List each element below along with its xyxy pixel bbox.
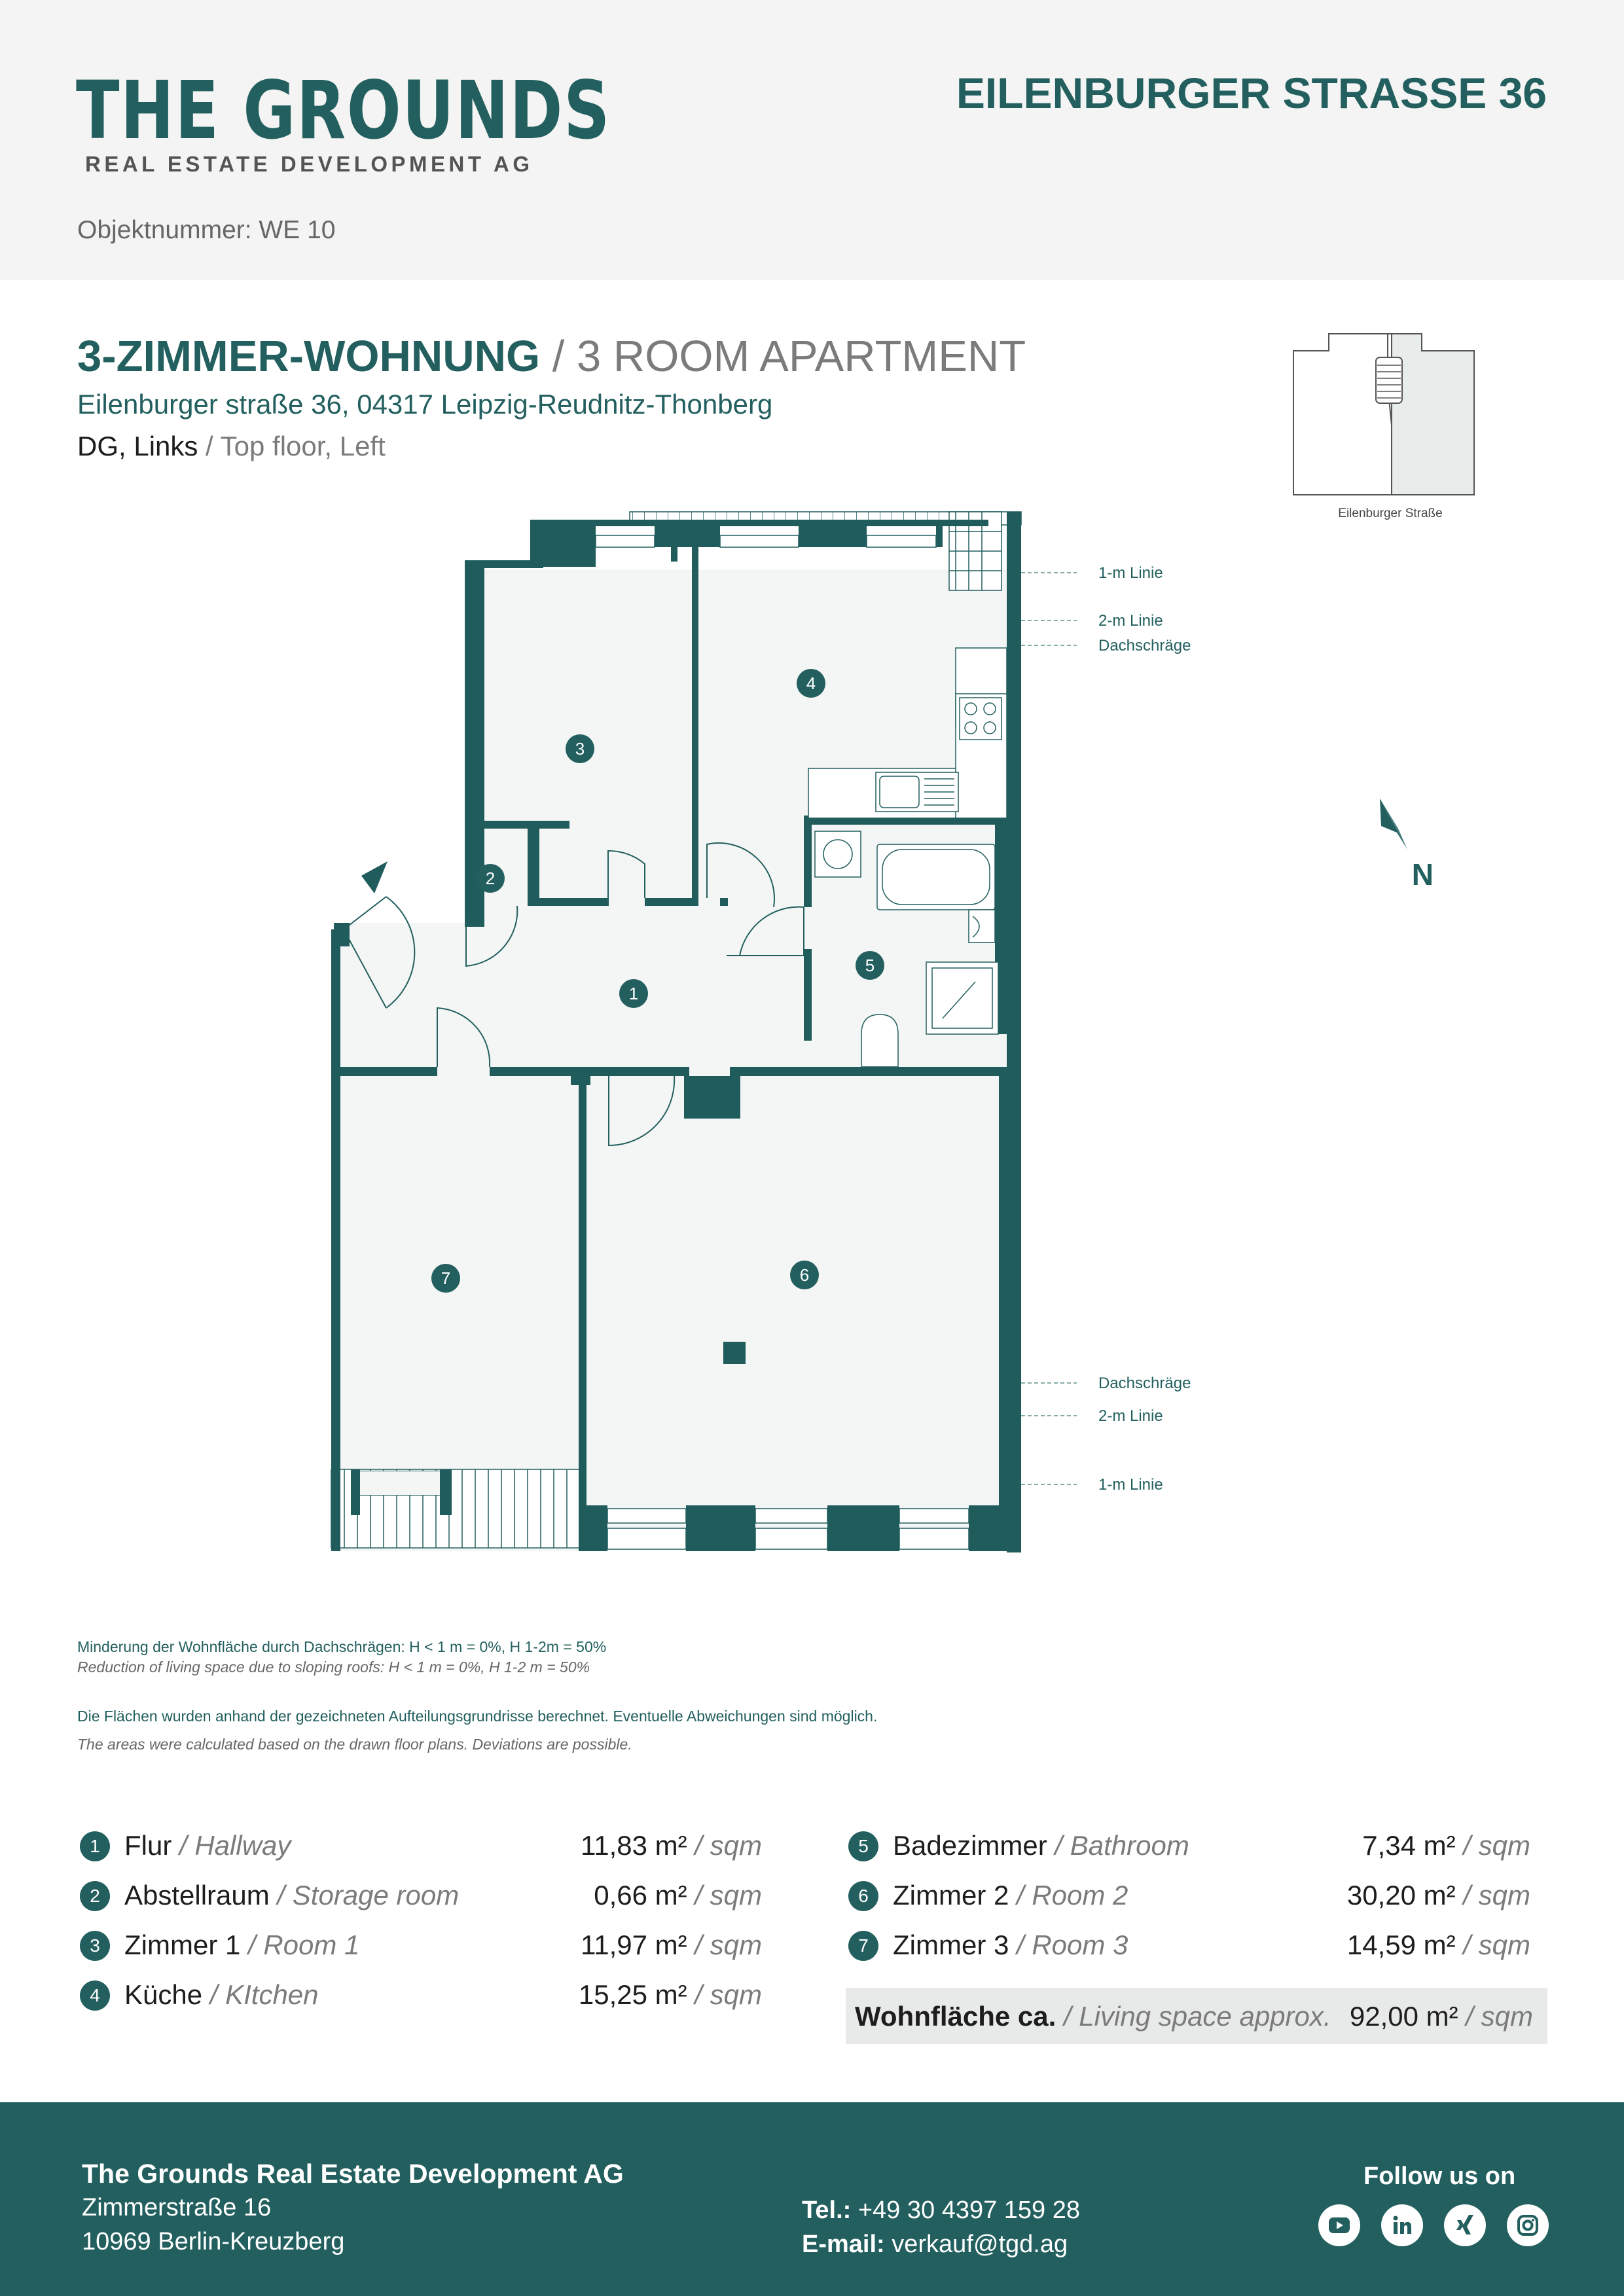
room-number-badge: 3 (80, 1931, 110, 1961)
room-row-6 (848, 1876, 1530, 1915)
room-area-unit: / sqm (687, 1830, 762, 1861)
room-marker-5: 5 (865, 956, 875, 975)
room-area (1347, 1880, 1530, 1911)
room-name (124, 1929, 359, 1961)
total-label-en: / Living space approx. (1056, 2001, 1331, 2032)
room-area (1362, 1830, 1530, 1861)
room-row-1 (80, 1826, 762, 1865)
room-number-badge: 1 (80, 1831, 110, 1861)
keyplan-street-label: Eilenburger Straße (1338, 507, 1443, 520)
room-marker-4: 4 (806, 673, 816, 693)
calc-note-de: Die Flächen wurden anhand der gezeichneten Aufteilungsgrundrisse berechnet. Eventuelle Abweichungen sind möglich. (77, 1708, 878, 1725)
room-name-de: Badezimmer (893, 1830, 1047, 1861)
total-label (855, 2001, 1331, 2032)
room-marker-2: 2 (485, 869, 496, 888)
total-label-de: Wohnfläche ca. (855, 2001, 1056, 2032)
room-area-unit: / sqm (1455, 1929, 1530, 1960)
room-area-unit: / sqm (687, 1929, 762, 1960)
phone-contact (802, 2197, 1080, 2225)
line-label-bottom-2: 2-m Linie (1098, 1407, 1163, 1425)
company-street: Zimmerstraße 16 (82, 2194, 272, 2221)
room-row-5 (848, 1826, 1530, 1865)
room-area (581, 1830, 762, 1861)
room-name-de: Küche (124, 1979, 203, 2010)
room-area-value: 30,20 m² (1346, 1880, 1456, 1910)
room-name-de: Flur (124, 1830, 172, 1861)
footer (0, 2102, 1624, 2296)
room-name-en: / Room 3 (1009, 1929, 1128, 1960)
room-area-value: 11,97 m² (581, 1929, 687, 1960)
street-title: EILENBURGER STRASSE 36 (956, 69, 1547, 117)
room-number-badge: 7 (848, 1931, 878, 1961)
logo-subtitle: REAL ESTATE DEVELOPMENT AG (85, 152, 533, 176)
room-marker-7: 7 (441, 1268, 451, 1288)
email-contact (802, 2231, 1068, 2259)
floor-de: DG, Links (77, 431, 198, 461)
calc-note-en: The areas were calculated based on the drawn floor plans. Deviations are possible. (77, 1736, 632, 1753)
line-label-top-1: 1-m Linie (1098, 564, 1163, 582)
object-number: Objektnummer: WE 10 (77, 216, 336, 244)
room-name-en: / Bathroom (1047, 1830, 1189, 1861)
total-area (1350, 2001, 1533, 2032)
room-name-de: Zimmer 3 (893, 1929, 1009, 1960)
total-area-unit: / sqm (1458, 2001, 1533, 2032)
room-area-unit: / sqm (1455, 1880, 1530, 1910)
room-number-badge: 5 (848, 1831, 878, 1861)
room-area-value: 15,25 m² (578, 1979, 687, 2010)
room-number-badge: 4 (80, 1981, 110, 2011)
email-address[interactable]: verkauf@tgd.ag (884, 2231, 1068, 2258)
logo-wordmark: THE GROUNDS (76, 64, 611, 157)
room-name-de: Abstellraum (124, 1880, 270, 1910)
youtube-icon[interactable] (1318, 2204, 1360, 2246)
header (0, 0, 1624, 280)
room-area-value: 14,59 m² (1346, 1929, 1456, 1960)
room-name (893, 1830, 1189, 1861)
room-name (124, 1979, 319, 2011)
phone-label: Tel.: (802, 2197, 852, 2224)
room-area (581, 1929, 762, 1961)
room-row-7 (848, 1926, 1530, 1965)
room-name-en: / Storage room (269, 1880, 460, 1910)
reduction-note-de: Minderung der Wohnfläche durch Dachschrägen: H < 1 m = 0%, H 1-2m = 50% (77, 1638, 607, 1655)
room-name-en: / Hallway (171, 1830, 291, 1861)
company-city: 10969 Berlin-Kreuzberg (82, 2228, 345, 2255)
line-label-top-3: Dachschräge (1098, 637, 1191, 655)
company-name: The Grounds Real Estate Development AG (82, 2159, 624, 2189)
room-marker-6: 6 (799, 1265, 810, 1285)
phone-number[interactable]: +49 30 4397 159 28 (851, 2197, 1081, 2224)
room-number-badge: 2 (80, 1881, 110, 1911)
total-area-value: 92,00 m² (1349, 2001, 1458, 2032)
xing-icon[interactable] (1444, 2204, 1486, 2246)
email-label: E-mail: (802, 2231, 885, 2258)
room-area (1347, 1929, 1530, 1961)
follow-us-label: Follow us on (1363, 2162, 1516, 2190)
room-name (893, 1929, 1128, 1961)
line-label-top-2: 2-m Linie (1098, 612, 1163, 630)
building-key-plan (1283, 327, 1499, 530)
room-area-value: 11,83 m² (581, 1830, 687, 1861)
room-marker-1: 1 (628, 984, 639, 1003)
north-label: N (1411, 857, 1434, 891)
apartment-title-de: 3-ZIMMER-WOHNUNG (77, 332, 541, 381)
total-living-space (846, 1988, 1547, 2044)
room-area (594, 1880, 762, 1911)
north-arrow-icon (1368, 792, 1434, 897)
instagram-icon[interactable] (1507, 2204, 1549, 2246)
room-area-unit: / sqm (687, 1880, 762, 1910)
room-name-en: / KItchen (202, 1979, 319, 2010)
room-name (124, 1830, 291, 1861)
apartment-floor (77, 431, 386, 462)
apartment-title-en: / 3 ROOM APARTMENT (540, 332, 1026, 381)
room-marker-3: 3 (575, 739, 585, 759)
room-row-3 (80, 1926, 762, 1965)
line-label-bottom-1: Dachschräge (1098, 1374, 1191, 1392)
room-area-unit: / sqm (1455, 1830, 1530, 1861)
room-name-en: / Room 1 (240, 1929, 360, 1960)
room-row-4 (80, 1975, 762, 2015)
line-label-bottom-3: 1-m Linie (1098, 1476, 1163, 1494)
room-name-en: / Room 2 (1009, 1880, 1128, 1910)
room-name (893, 1880, 1128, 1911)
reduction-note-en: Reduction of living space due to sloping roofs: H < 1 m = 0%, H 1-2 m = 50% (77, 1659, 590, 1676)
room-row-2 (80, 1876, 762, 1915)
apartment-title (77, 331, 1026, 382)
room-number-badge: 6 (848, 1881, 878, 1911)
room-area-value: 7,34 m² (1362, 1830, 1456, 1861)
apartment-address: Eilenburger straße 36, 04317 Leipzig-Reudnitz-Thonberg (77, 389, 773, 420)
room-area (579, 1979, 762, 2011)
room-name-de: Zimmer 2 (893, 1880, 1009, 1910)
floor-en: / Top floor, Left (198, 431, 386, 461)
room-area-unit: / sqm (687, 1979, 762, 2010)
floor-plan (314, 497, 1231, 1571)
room-area-value: 0,66 m² (594, 1880, 687, 1910)
room-name-de: Zimmer 1 (124, 1929, 241, 1960)
room-name (124, 1880, 459, 1911)
linkedin-icon[interactable] (1381, 2204, 1423, 2246)
